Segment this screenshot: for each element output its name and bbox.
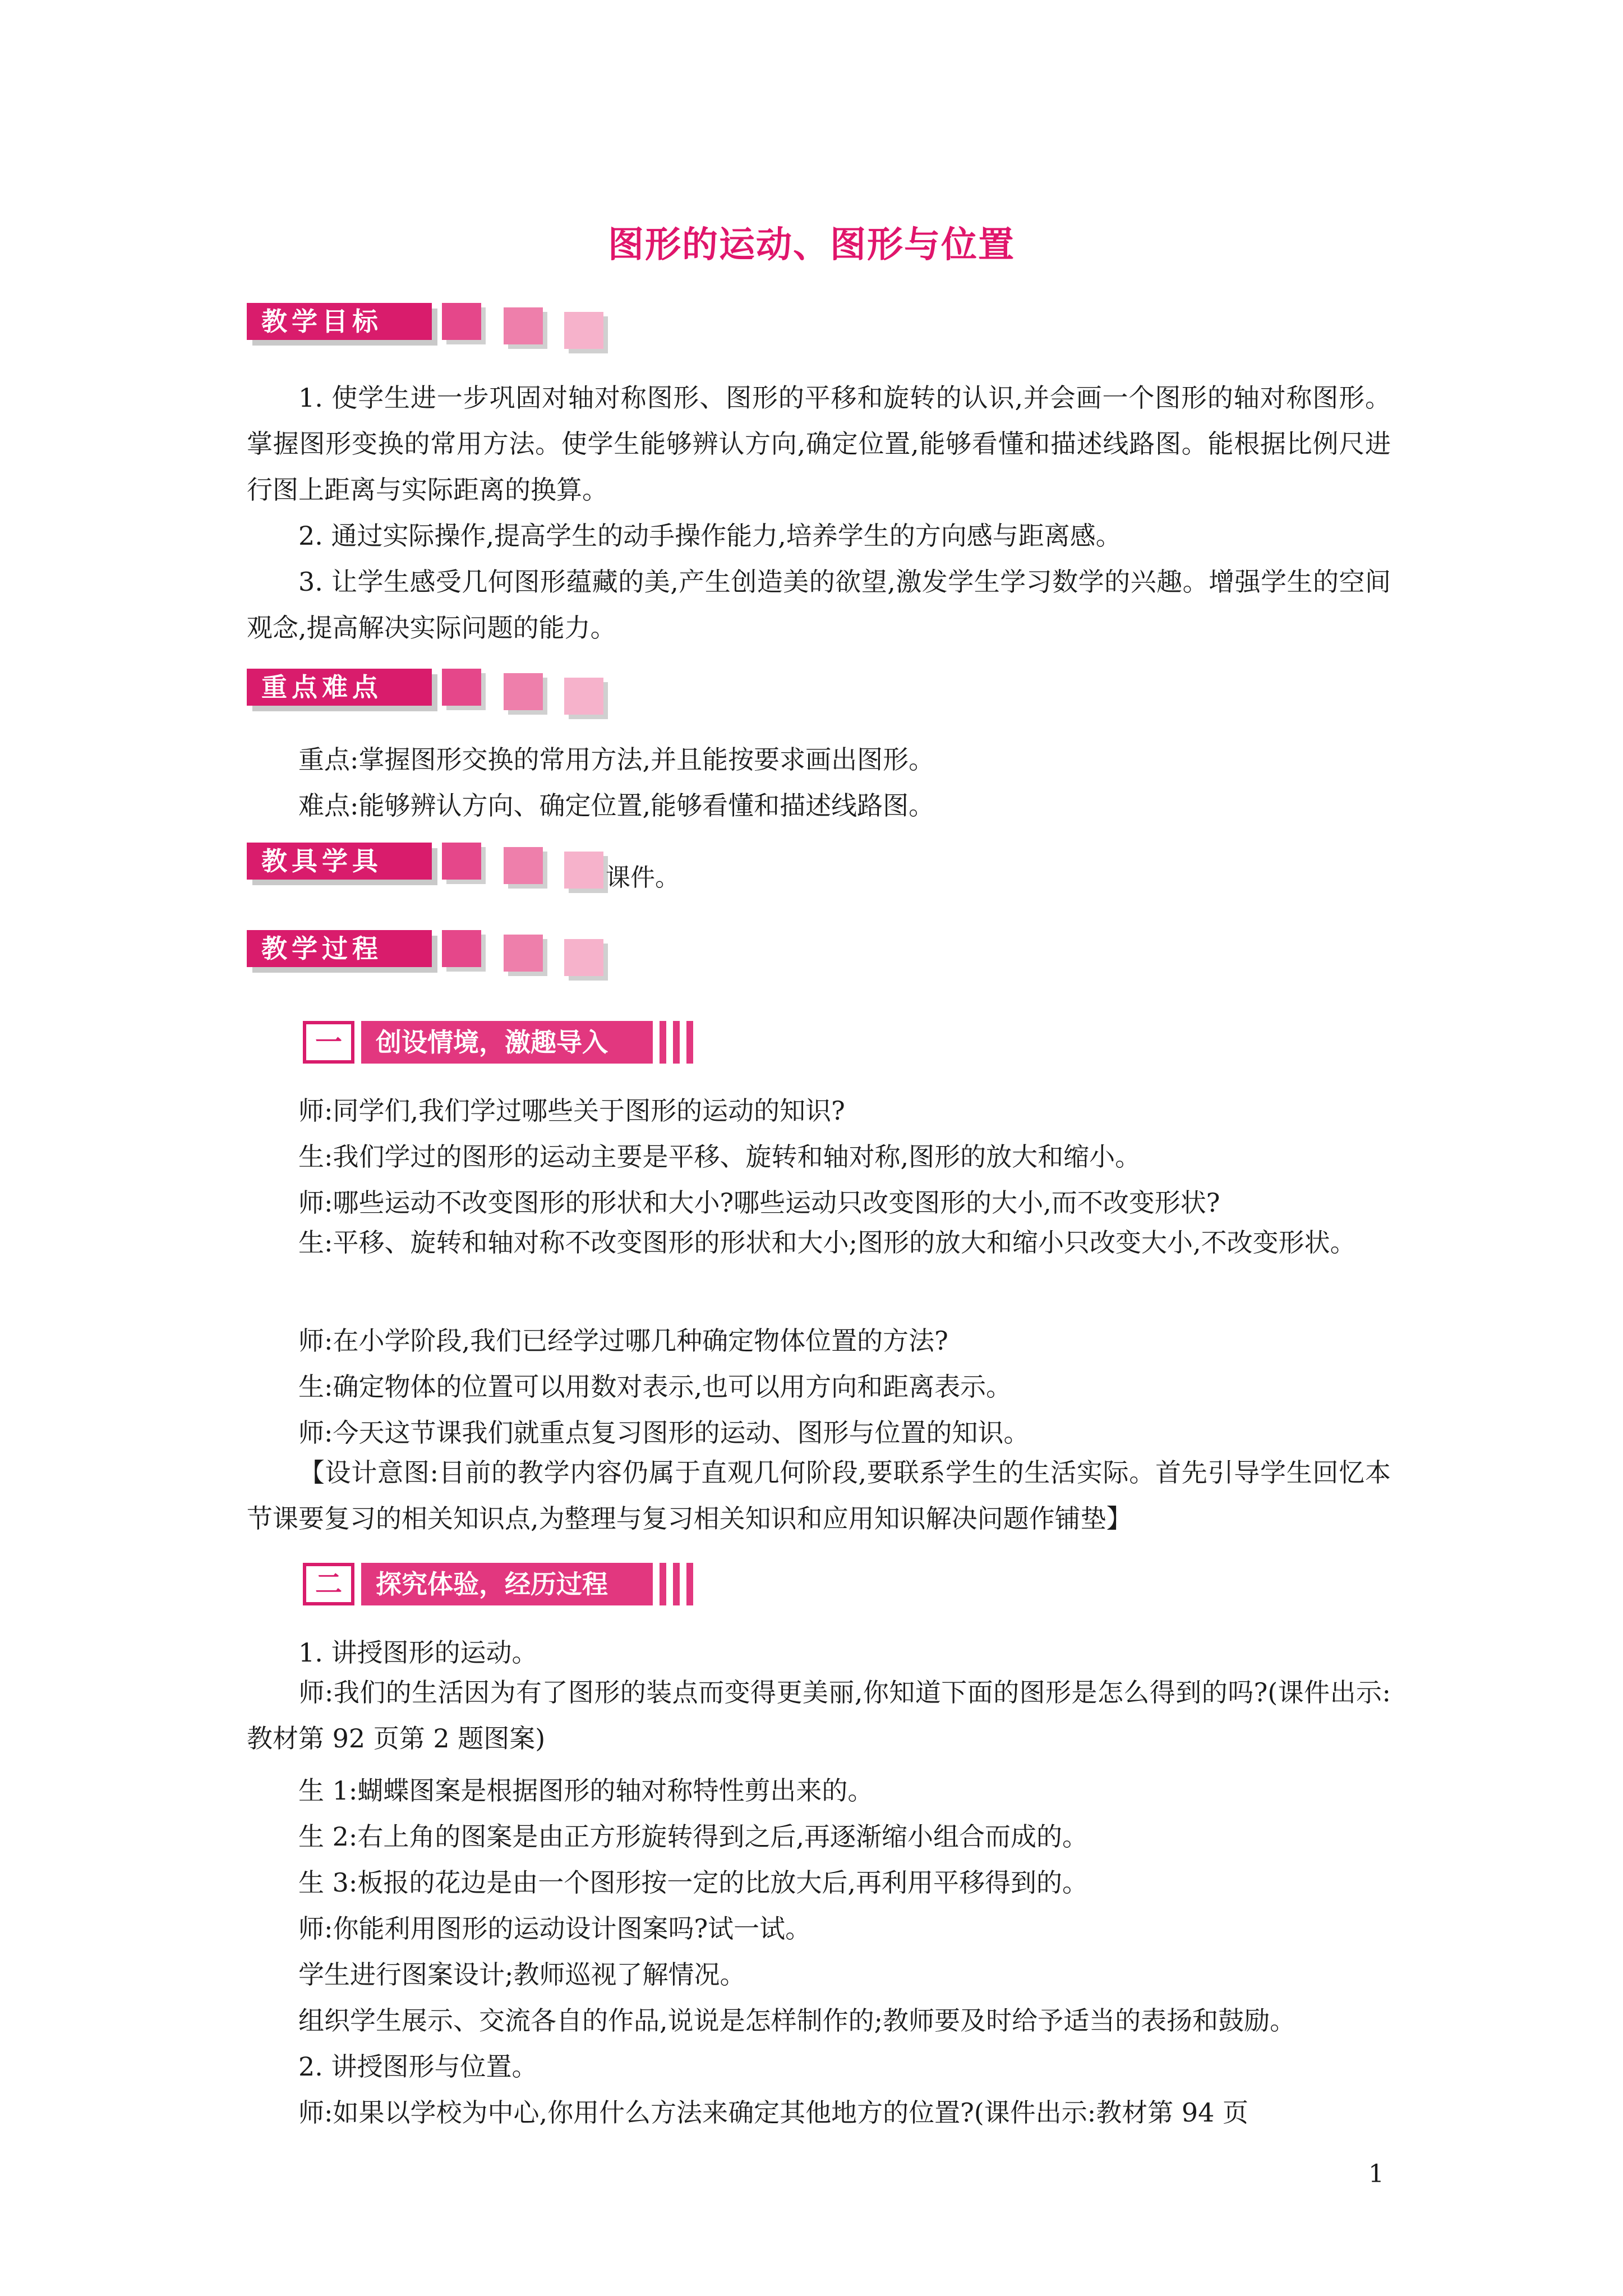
lesson-paragraph: 师:我们的生活因为有了图形的装点而变得更美丽,你知道下面的图形是怎么得到的吗?(课件出示:教材第 92 页第 2 题图案) bbox=[247, 1677, 1391, 1754]
lesson-line: 师:你能利用图形的运动设计图案吗?试一试。 bbox=[298, 1913, 811, 1944]
section-label: 教学过程 bbox=[247, 930, 432, 967]
dialogue-line: 师:今天这节课我们就重点复习图形的运动、图形与位置的知识。 bbox=[298, 1418, 1030, 1448]
decor-stripe bbox=[686, 1563, 693, 1605]
lesson-line: 2. 讲授图形与位置。 bbox=[298, 2051, 538, 2082]
objective-2: 2. 通过实际操作,提高学生的动手操作能力,培养学生的方向感与距离感。 bbox=[298, 521, 1122, 551]
page-title: 图形的运动、图形与位置 bbox=[608, 224, 1015, 266]
tools-text: 课件。 bbox=[606, 863, 680, 892]
lesson-line: 师:如果以学校为中心,你用什么方法来确定其他地方的位置?(课件出示:教材第 94 页 bbox=[298, 2097, 1249, 2128]
decor-square bbox=[442, 303, 481, 340]
lesson-line: 生 3:板报的花边是由一个图形按一定的比放大后,再利用平移得到的。 bbox=[298, 1867, 1089, 1898]
section-label: 教学目标 bbox=[247, 303, 432, 340]
decor-square bbox=[442, 930, 481, 967]
decor-stripe bbox=[660, 1021, 666, 1064]
dialogue-line: 师:在小学阶段,我们已经学过哪几种确定物体位置的方法? bbox=[298, 1326, 948, 1356]
subsection-title: 探究体验，经历过程 bbox=[361, 1563, 653, 1605]
subsection-number: 一 bbox=[303, 1021, 354, 1064]
decor-square bbox=[504, 847, 543, 884]
decor-square bbox=[504, 307, 543, 344]
decor-square bbox=[564, 678, 603, 715]
dialogue-line: 生:我们学过的图形的运动主要是平移、旋转和轴对称,图形的放大和缩小。 bbox=[298, 1142, 1141, 1172]
decor-stripe bbox=[660, 1563, 666, 1605]
decor-stripe bbox=[686, 1021, 693, 1064]
dialogue-line: 生:确定物体的位置可以用数对表示,也可以用方向和距离表示。 bbox=[298, 1372, 1012, 1402]
section-label: 重点难点 bbox=[247, 669, 432, 706]
dialogue-paragraph: 生:平移、旋转和轴对称不改变图形的形状和大小;图形的放大和缩小只改变大小,不改变形状。 bbox=[298, 1227, 1356, 1258]
lesson-line: 生 2:右上角的图案是由正方形旋转得到之后,再逐渐缩小组合而成的。 bbox=[298, 1821, 1089, 1852]
page-number: 1 bbox=[1368, 2160, 1384, 2188]
objective-3: 3. 让学生感受几何图形蕴藏的美,产生创造美的欲望,激发学生学习数学的兴趣。增强学生的空间观念,提高解决实际问题的能力。 bbox=[247, 567, 1391, 643]
decor-square bbox=[442, 669, 481, 706]
decor-square bbox=[564, 852, 603, 889]
subsection-title: 创设情境，激趣导入 bbox=[361, 1021, 653, 1064]
subsection-number: 二 bbox=[303, 1563, 354, 1605]
lesson-line: 学生进行图案设计;教师巡视了解情况。 bbox=[298, 1959, 746, 1990]
lesson-line: 1. 讲授图形的运动。 bbox=[298, 1637, 538, 1668]
subsection-header-2 bbox=[303, 1563, 740, 1605]
key-point-line: 重点:掌握图形交换的常用方法,并且能按要求画出图形。 bbox=[298, 744, 935, 775]
dialogue-line: 师:哪些运动不改变图形的形状和大小?哪些运动只改变图形的大小,而不改变形状? bbox=[298, 1188, 1220, 1218]
difficulty-line: 难点:能够辨认方向、确定位置,能够看懂和描述线路图。 bbox=[298, 790, 935, 821]
lesson-line: 生 1:蝴蝶图案是根据图形的轴对称特性剪出来的。 bbox=[298, 1775, 874, 1806]
decor-stripe bbox=[673, 1021, 680, 1064]
decor-square bbox=[564, 939, 603, 976]
objective-1: 1. 使学生进一步巩固对轴对称图形、图形的平移和旋转的认识,并会画一个图形的轴对称图形。掌握图形变换的常用方法。使学生能够辨认方向,确定位置,能够看懂和描述线路图。能根据比例尺进行图上距离与实际距离的换算。 bbox=[247, 383, 1391, 505]
subsection-header-1 bbox=[303, 1021, 740, 1064]
dialogue-line: 师:同学们,我们学过哪些关于图形的运动的知识? bbox=[298, 1096, 845, 1126]
decor-square bbox=[564, 312, 603, 349]
decor-square bbox=[442, 843, 481, 880]
decor-square bbox=[504, 935, 543, 972]
design-intent: 【设计意图:目前的教学内容仍属于直观几何阶段,要联系学生的生活实际。首先引导学生回忆本节课要复习的相关知识点,为整理与复习相关知识和应用知识解决问题作铺垫】 bbox=[247, 1457, 1391, 1534]
decor-stripe bbox=[673, 1563, 680, 1605]
lesson-line: 组织学生展示、交流各自的作品,说说是怎样制作的;教师要及时给予适当的表扬和鼓励。 bbox=[298, 2005, 1296, 2036]
section-label: 教具学具 bbox=[247, 843, 432, 880]
decor-square bbox=[504, 673, 543, 710]
